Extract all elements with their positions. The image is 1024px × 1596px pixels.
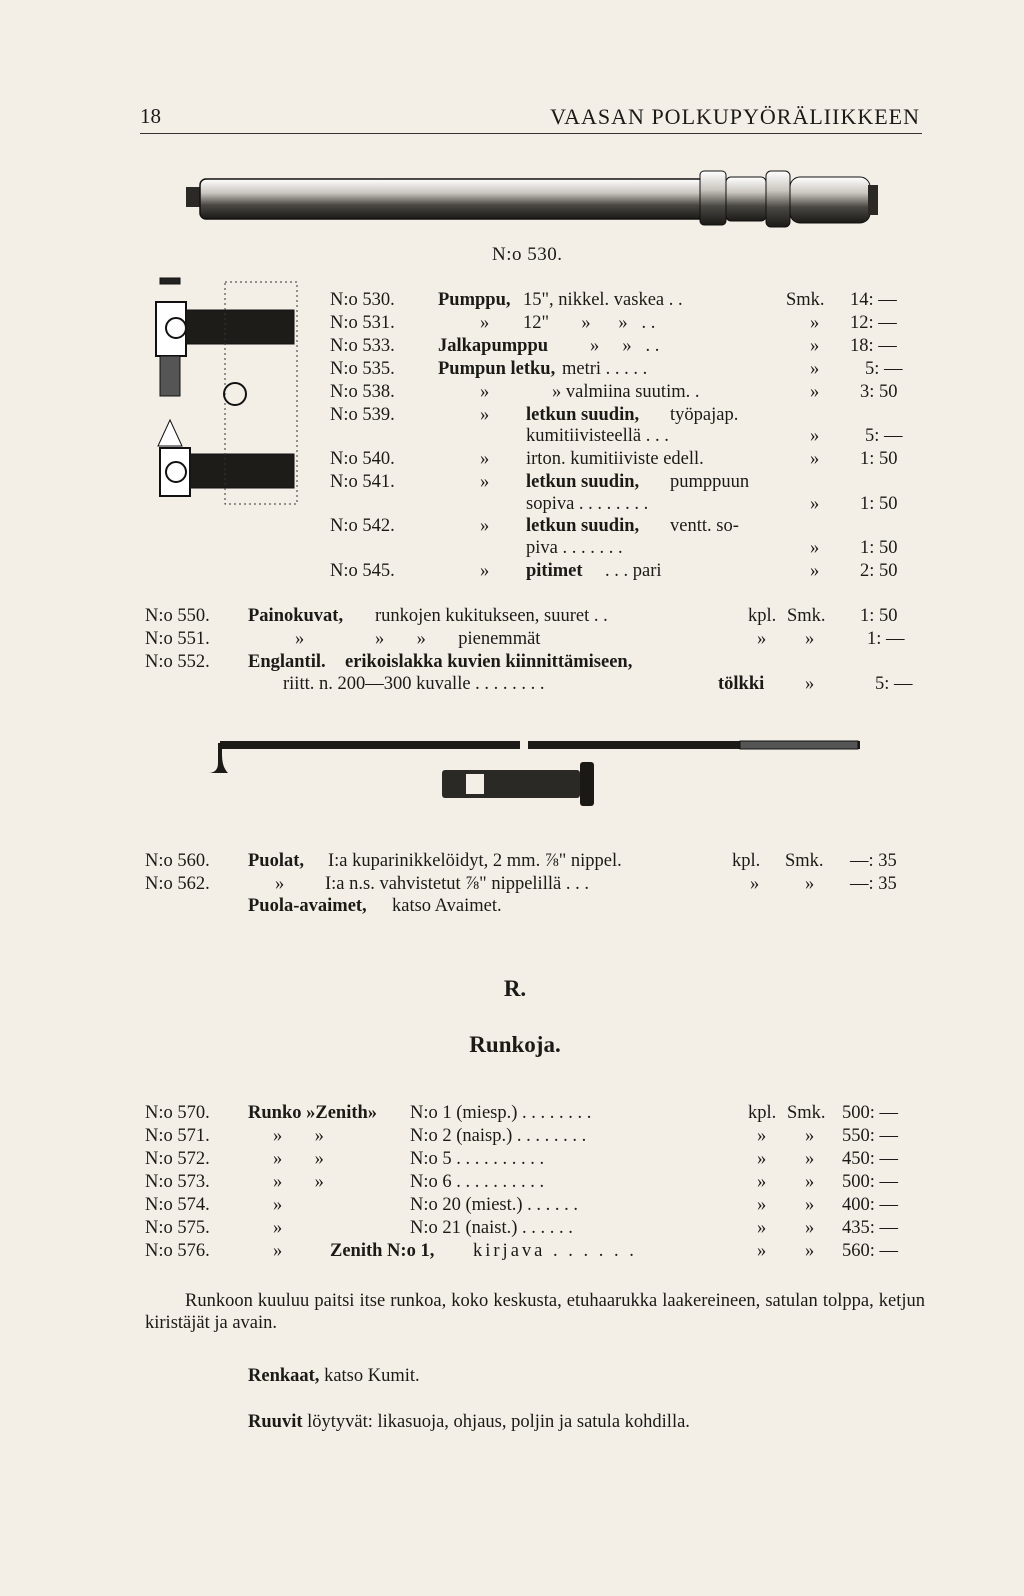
item-name: » [273, 1195, 283, 1215]
item-description: 15", nikkel. vaskea . . [523, 290, 683, 310]
item-price: 3: 50 [860, 382, 898, 402]
item-description: katso Avaimet. [392, 896, 502, 916]
item-description: pitimet [526, 561, 583, 581]
item-price: 500: — [842, 1103, 899, 1123]
item-quantity-unit: » [757, 1172, 767, 1192]
item-quantity-unit: » [757, 1218, 767, 1238]
item-description: » » pienemmät [375, 629, 541, 649]
item-description: kumitiivisteellä . . . [526, 426, 669, 446]
item-price: 1: 50 [860, 494, 898, 514]
item-description: letkun suudin, [526, 516, 640, 536]
list-item [145, 1218, 925, 1240]
list-item [330, 359, 920, 381]
item-unit: Smk. [786, 290, 825, 310]
item-unit: » [810, 538, 820, 558]
item-name: » [295, 629, 305, 649]
list-item [145, 874, 925, 896]
list-item [330, 336, 920, 358]
item-quantity-unit: » [757, 629, 767, 649]
header-rule [140, 133, 922, 134]
tires-reference: katso Kumit. [324, 1366, 420, 1386]
item-number: N:o 542. [330, 516, 395, 536]
item-quantity-unit: » [757, 1149, 767, 1169]
item-description: irton. kumitiiviste edell. [526, 449, 704, 469]
item-price: —: 35 [850, 874, 897, 894]
item-description: sopiva . . . . . . . . [526, 494, 649, 514]
item-description: metri . . . . . [562, 359, 648, 379]
item-number: N:o 576. [145, 1241, 210, 1261]
item-name: Englantil. [248, 652, 326, 672]
pump-caption: N:o 530. [492, 244, 563, 265]
item-name: Runko »Zenith» [248, 1103, 378, 1123]
item-name: Pumppu, [438, 290, 511, 310]
item-name: » [275, 874, 285, 894]
item-description: N:o 2 (naisp.) . . . . . . . . [410, 1126, 587, 1146]
item-price: —: 35 [850, 851, 897, 871]
item-price: 5: — [865, 426, 903, 446]
item-price: 5: — [865, 359, 903, 379]
item-price: 18: — [850, 336, 897, 356]
item-price: 560: — [842, 1241, 899, 1261]
item-description: letkun suudin, [526, 472, 640, 492]
list-item [145, 652, 925, 674]
item-name: Painokuvat, [248, 606, 344, 626]
item-price: 12: — [850, 313, 897, 333]
tires-note [248, 1365, 848, 1387]
item-description: N:o 1 (miesp.) . . . . . . . . [410, 1103, 592, 1123]
item-price: 2: 50 [860, 561, 898, 581]
item-number: N:o 550. [145, 606, 210, 626]
item-unit: » [810, 426, 820, 446]
item-number: N:o 572. [145, 1149, 210, 1169]
item-number: N:o 535. [330, 359, 395, 379]
item-description: 12" » » . . [523, 313, 656, 333]
item-name: » [480, 382, 490, 402]
list-item [145, 1103, 925, 1125]
item-unit: Smk. [787, 1103, 826, 1123]
item-description: » valmiina suutim. . [552, 382, 700, 402]
item-unit: » [810, 561, 820, 581]
item-quantity-unit: » [757, 1126, 767, 1146]
item-unit: » [810, 313, 820, 333]
item-quantity-unit: kpl. [732, 851, 761, 871]
item-name: Jalkapumppu [438, 336, 549, 356]
item-description-cont: kirjava . . . . . . [473, 1241, 637, 1261]
item-description: erikoislakka kuvien kiinnittämiseen, [345, 652, 633, 672]
item-price: 1: 50 [860, 606, 898, 626]
list-item [145, 1126, 925, 1148]
item-description: Zenith N:o 1, [330, 1241, 435, 1261]
item-price: 14: — [850, 290, 897, 310]
item-unit: » [805, 1195, 815, 1215]
item-name: » [273, 1241, 283, 1261]
section-letter: R. [503, 976, 527, 1001]
item-description: I:a kuparinikkelöidyt, 2 mm. ⅞" nippel. [328, 851, 622, 871]
item-price: 1: 50 [860, 538, 898, 558]
item-number: N:o 573. [145, 1172, 210, 1192]
item-description: piva . . . . . . . [526, 538, 623, 558]
item-price: 450: — [842, 1149, 899, 1169]
item-quantity-unit: tölkki [718, 674, 765, 694]
page-header [140, 100, 920, 128]
item-name: Puolat, [248, 851, 305, 871]
item-number: N:o 541. [330, 472, 395, 492]
screws-reference: löytyvät: likasuoja, ohjaus, poljin ja satula kohdilla. [307, 1412, 690, 1432]
list-item [145, 1241, 925, 1263]
item-name: » [480, 313, 490, 333]
list-item [145, 851, 925, 873]
item-number: N:o 574. [145, 1195, 210, 1215]
list-item [330, 405, 920, 427]
item-name: » [480, 516, 490, 536]
item-name: » [480, 472, 490, 492]
item-quantity-unit: » [757, 1195, 767, 1215]
item-description-cont: työpajap. [670, 405, 739, 425]
item-name: » » [273, 1126, 324, 1146]
item-description: runkojen kukitukseen, suuret . . [375, 606, 608, 626]
item-unit: » [805, 1241, 815, 1261]
item-description: N:o 21 (naist.) . . . . . . [410, 1218, 573, 1238]
item-price: 550: — [842, 1126, 899, 1146]
item-number: N:o 545. [330, 561, 395, 581]
list-item [330, 449, 920, 471]
list-item [145, 629, 925, 651]
item-price: 435: — [842, 1218, 899, 1238]
item-number: N:o 560. [145, 851, 210, 871]
item-price: 400: — [842, 1195, 899, 1215]
item-unit: » [810, 336, 820, 356]
item-number: N:o 533. [330, 336, 395, 356]
item-name: Pumpun letku, [438, 359, 556, 379]
item-description-cont: ventt. so- [670, 516, 739, 536]
item-unit: » [805, 629, 815, 649]
item-description: letkun suudin, [526, 405, 640, 425]
item-number: N:o 530. [330, 290, 395, 310]
item-unit: » [805, 1126, 815, 1146]
item-number: N:o 571. [145, 1126, 210, 1146]
list-item [330, 382, 920, 404]
item-name: » [480, 405, 490, 425]
item-price: 1: — [867, 629, 905, 649]
screws-note [248, 1411, 908, 1433]
list-item [330, 313, 920, 335]
pump-illustration [180, 165, 890, 231]
tires-label: Renkaat, [248, 1366, 320, 1386]
item-description-cont: pumppuun [670, 472, 750, 492]
item-price: 500: — [842, 1172, 899, 1192]
item-quantity-unit: kpl. [748, 1103, 777, 1123]
item-name: » » [273, 1172, 324, 1192]
item-number: N:o 575. [145, 1218, 210, 1238]
frame-note: Runkoon kuuluu paitsi itse runkoa, koko keskusta, etuhaarukka laakereineen, satulan tolppa, ketjun kiristäjät ja avain. [145, 1291, 925, 1333]
item-number: N:o 540. [330, 449, 395, 469]
list-item [330, 290, 920, 312]
screws-label: Ruuvit [248, 1412, 303, 1432]
item-description: » » . . [590, 336, 660, 356]
item-description: N:o 6 . . . . . . . . . . [410, 1172, 545, 1192]
hose-nozzle-illustration [140, 270, 310, 520]
list-item [330, 561, 920, 583]
list-item [145, 606, 925, 628]
item-quantity-unit: » [757, 1241, 767, 1261]
item-unit: » [805, 874, 815, 894]
running-title: VAASAN POLKUPYÖRÄLIIKKEEN [550, 104, 920, 129]
item-number: N:o 570. [145, 1103, 210, 1123]
item-unit: » [805, 1172, 815, 1192]
item-number: N:o 552. [145, 652, 210, 672]
item-name: » [480, 561, 490, 581]
item-unit: » [810, 382, 820, 402]
item-price: 5: — [875, 674, 913, 694]
list-item [145, 1149, 925, 1171]
list-item [330, 472, 920, 494]
item-description-cont: . . . pari [605, 561, 662, 581]
page-number: 18 [140, 104, 161, 128]
list-item [330, 516, 920, 538]
item-number: N:o 551. [145, 629, 210, 649]
item-unit: » [810, 494, 820, 514]
list-item [145, 896, 925, 918]
item-unit: » [805, 1149, 815, 1169]
item-description: riitt. n. 200—300 kuvalle . . . . . . . . [283, 674, 545, 694]
item-unit: » [805, 674, 815, 694]
item-quantity-unit: kpl. [748, 606, 777, 626]
list-item [330, 494, 920, 516]
item-unit: » [810, 449, 820, 469]
item-number: N:o 539. [330, 405, 395, 425]
item-number: N:o 562. [145, 874, 210, 894]
list-item [145, 1172, 925, 1194]
item-description: N:o 5 . . . . . . . . . . [410, 1149, 545, 1169]
list-item [330, 426, 920, 448]
item-number: N:o 531. [330, 313, 395, 333]
item-description: N:o 20 (miest.) . . . . . . [410, 1195, 579, 1215]
item-description: I:a n.s. vahvistetut ⅞" nippelillä . . . [325, 874, 589, 894]
item-number: N:o 538. [330, 382, 395, 402]
item-quantity-unit: » [750, 874, 760, 894]
item-price: 1: 50 [860, 449, 898, 469]
item-unit: » [805, 1218, 815, 1238]
item-unit: Smk. [785, 851, 824, 871]
item-name: Puola-avaimet, [248, 896, 367, 916]
list-item [145, 674, 925, 696]
list-item [330, 538, 920, 560]
item-unit: Smk. [787, 606, 826, 626]
item-unit: » [810, 359, 820, 379]
item-name: » » [273, 1149, 324, 1169]
nipple-illustration [440, 760, 600, 810]
list-item [145, 1195, 925, 1217]
item-name: » [273, 1218, 283, 1238]
section-title: Runkoja. [469, 1032, 561, 1057]
item-name: » [480, 449, 490, 469]
